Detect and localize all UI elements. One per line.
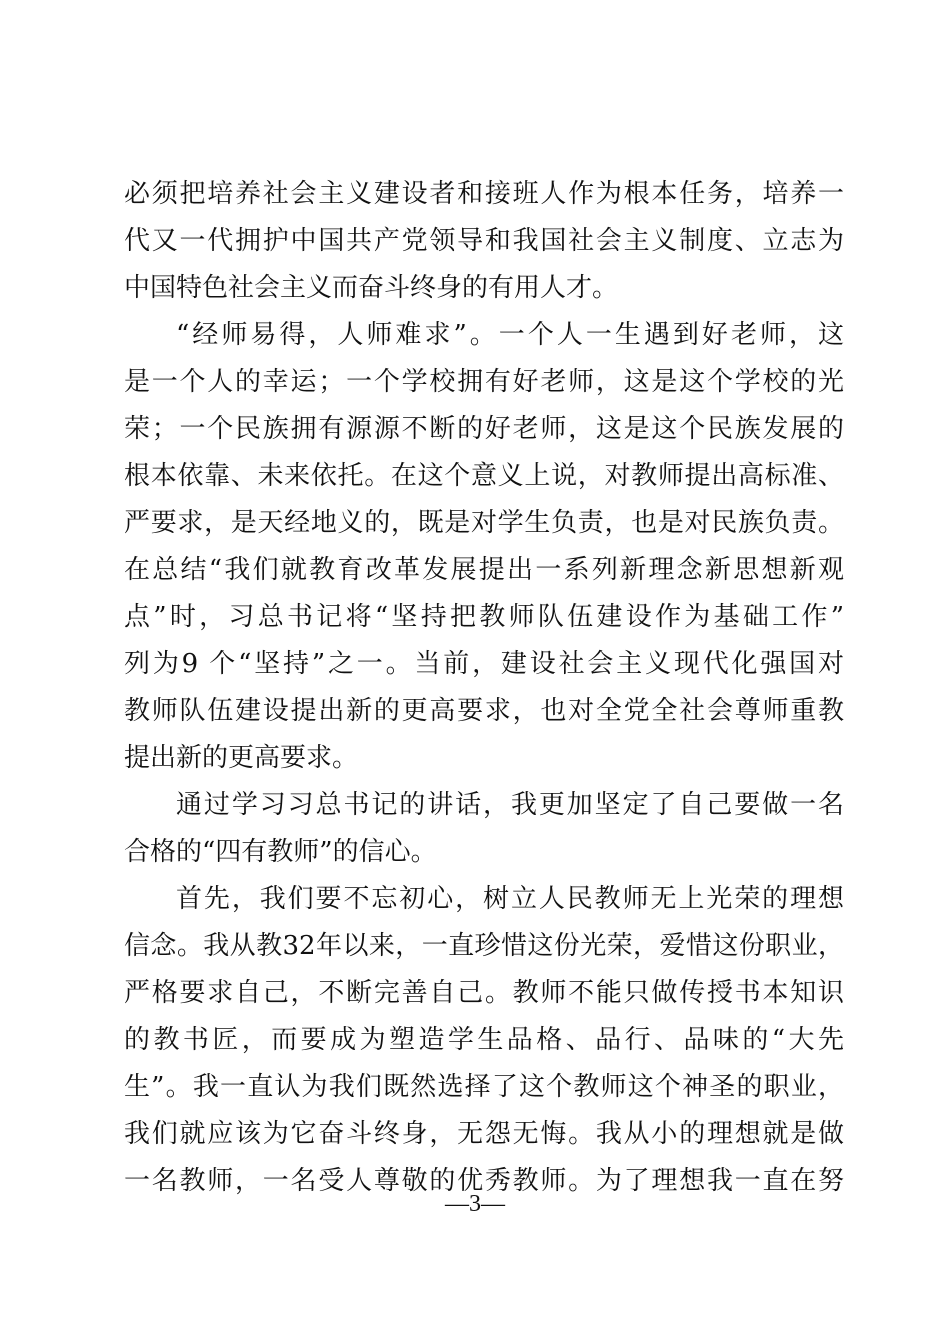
text-line: 代又一代拥护中国共产党领导和我国社会主义制度、立志为 <box>124 226 844 256</box>
body-text <box>124 171 844 1205</box>
text-line: 中国特色社会主义而奋斗终身的有用人才。 <box>124 273 619 303</box>
text-line: 严要求，是天经地义的，既是对学生负责，也是对民族负责。 <box>124 508 844 538</box>
text-line: “经师易得，人师难求”。一个人一生遇到好老师，这 <box>176 320 844 350</box>
text-line: 信念。我从教32年以来，一直珍惜这份光荣，爱惜这份职业， <box>124 931 844 961</box>
text-line: 首先，我们要不忘初心，树立人民教师无上光荣的理想 <box>176 884 844 914</box>
text-line: 我们就应该为它奋斗终身，无怨无悔。我从小的理想就是做 <box>124 1119 844 1149</box>
text-line: 通过学习习总书记的讲话，我更加坚定了自己要做一名 <box>176 790 844 820</box>
text-line: 提出新的更高要求。 <box>124 743 359 773</box>
text-line: 荣；一个民族拥有源源不断的好老师，这是这个民族发展的 <box>124 414 844 444</box>
text-line: 是一个人的幸运；一个学校拥有好老师，这是这个学校的光 <box>124 367 844 397</box>
text-line: 严格要求自己，不断完善自己。教师不能只做传授书本知识 <box>124 978 844 1008</box>
text-line: 在总结“我们就教育改革发展提出一系列新理念新思想新观 <box>124 555 844 585</box>
text-line: 根本依靠、未来依托。在这个意义上说，对教师提出高标准、 <box>124 461 844 491</box>
text-line: 一名教师，一名受人尊敬的优秀教师。为了理想我一直在努 <box>124 1166 844 1196</box>
text-line: 点”时，习总书记将“坚持把教师队伍建设作为基础工作” <box>124 602 844 632</box>
text-line: 必须把培养社会主义建设者和接班人作为根本任务，培养一 <box>124 179 844 209</box>
text-line: 列为9 个“坚持”之一。当前，建设社会主义现代化强国对 <box>124 649 844 679</box>
text-line: 合格的“四有教师”的信心。 <box>124 837 437 867</box>
page-number: —3— <box>445 1191 505 1217</box>
text-line: 生”。我一直认为我们既然选择了这个教师这个神圣的职业， <box>124 1072 844 1102</box>
text-line: 教师队伍建设提出新的更高要求，也对全党全社会尊师重教 <box>124 696 844 726</box>
text-line: 的教书匠，而要成为塑造学生品格、品行、品味的“大先 <box>124 1025 844 1055</box>
